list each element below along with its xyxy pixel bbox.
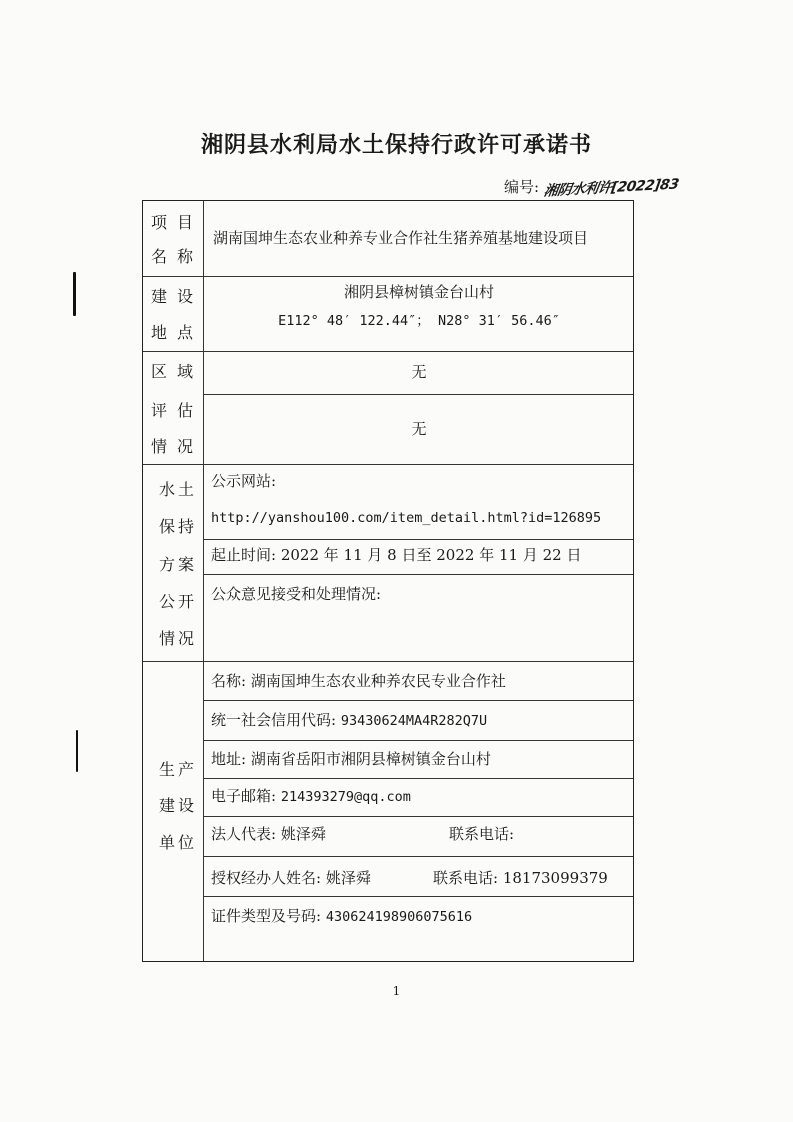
period-value: 2022 年 11 月 8 日至 2022 年 11 月 22 日	[280, 546, 582, 564]
disclosure-label-5: 情况	[159, 629, 198, 648]
row-divider	[143, 464, 633, 465]
authorized-agent	[211, 871, 371, 886]
unit-address-label: 地址:	[211, 750, 247, 768]
project-name-value: 湖南国坤生态农业种养专业合作社生猪养殖基地建设项目	[213, 229, 589, 247]
period-label: 起止时间:	[211, 546, 277, 564]
legal-rep-label: 法人代表:	[211, 825, 277, 843]
disclosure-period	[211, 548, 581, 563]
page-number: 1	[392, 984, 401, 998]
email-label: 电子邮箱:	[211, 787, 277, 805]
legal-rep	[211, 827, 326, 842]
scan-artifact-mark	[73, 272, 76, 316]
agent-value: 姚泽舜	[325, 869, 371, 887]
row-divider	[203, 816, 633, 817]
contact-phone-label: 联系电话:	[449, 825, 515, 843]
unit-name	[211, 674, 506, 689]
agent-phone-label: 联系电话:	[433, 869, 499, 887]
row-divider	[203, 778, 633, 779]
serial-label: 编号:	[504, 178, 540, 196]
credit-code-label: 统一社会信用代码:	[211, 711, 337, 729]
regional-value-1: 无	[411, 363, 427, 381]
disclosure-label-1: 水土	[159, 480, 198, 499]
public-opinion-label: 公众意见接受和处理情况:	[211, 585, 382, 603]
project-name-label-2: 名称	[151, 247, 204, 266]
row-divider	[143, 661, 633, 662]
legal-rep-value: 姚泽舜	[280, 825, 326, 843]
serial-value: 湘阴水利许[2022]83	[542, 176, 680, 200]
row-divider	[203, 896, 633, 897]
regional-label-3: 情况	[151, 437, 204, 456]
agent-label: 授权经办人姓名:	[211, 869, 322, 887]
location-label-1: 建设	[151, 287, 204, 306]
row-divider	[203, 574, 633, 575]
permit-table	[142, 200, 634, 962]
unit-label-1: 生产	[159, 760, 198, 779]
location-address: 湘阴县樟树镇金台山村	[343, 283, 494, 301]
row-divider	[203, 740, 633, 741]
location-label-2: 地点	[151, 323, 204, 342]
disclosure-label-4: 公开	[159, 592, 198, 611]
unit-name-label: 名称:	[211, 672, 247, 690]
email-value: 214393279@qq.com	[280, 789, 411, 805]
unit-address-value: 湖南省岳阳市湘阴县樟树镇金台山村	[250, 750, 491, 768]
id-document	[211, 909, 472, 925]
project-name-label-1: 项目	[151, 213, 204, 232]
disclosure-label-3: 方案	[159, 555, 198, 574]
column-divider	[203, 201, 204, 961]
website-url: http://yanshou100.com/item_detail.html?id=126895	[211, 510, 602, 526]
location-coords: E112° 48′ 122.44″； N28° 31′ 56.46″	[278, 313, 560, 329]
agent-phone-value: 18173099379	[502, 869, 608, 887]
id-value: 430624198906075616	[325, 909, 473, 925]
agent-phone	[433, 871, 608, 886]
regional-value-2: 无	[411, 420, 427, 438]
row-divider	[203, 539, 633, 540]
row-divider	[203, 700, 633, 701]
id-label: 证件类型及号码:	[211, 907, 322, 925]
unit-name-value: 湖南国坤生态农业种养农民专业合作社	[250, 672, 506, 690]
unit-label-3: 单位	[159, 833, 198, 852]
row-divider	[203, 856, 633, 857]
regional-label-1: 区域	[151, 362, 204, 381]
credit-code-value: 93430624MA4R282Q7U	[340, 713, 488, 729]
row-divider	[203, 394, 633, 395]
row-divider	[143, 351, 633, 352]
regional-label-2: 评估	[151, 401, 204, 420]
unit-address	[211, 752, 491, 767]
row-divider	[143, 276, 633, 277]
scan-artifact-mark	[76, 730, 78, 772]
disclosure-label-2: 保持	[159, 517, 198, 536]
document-title: 湘阴县水利局水土保持行政许可承诺书	[200, 133, 592, 158]
credit-code	[211, 713, 487, 729]
website-label: 公示网站:	[211, 472, 277, 490]
serial-number	[504, 176, 680, 200]
unit-email	[211, 789, 411, 805]
unit-label-2: 建设	[159, 796, 198, 815]
